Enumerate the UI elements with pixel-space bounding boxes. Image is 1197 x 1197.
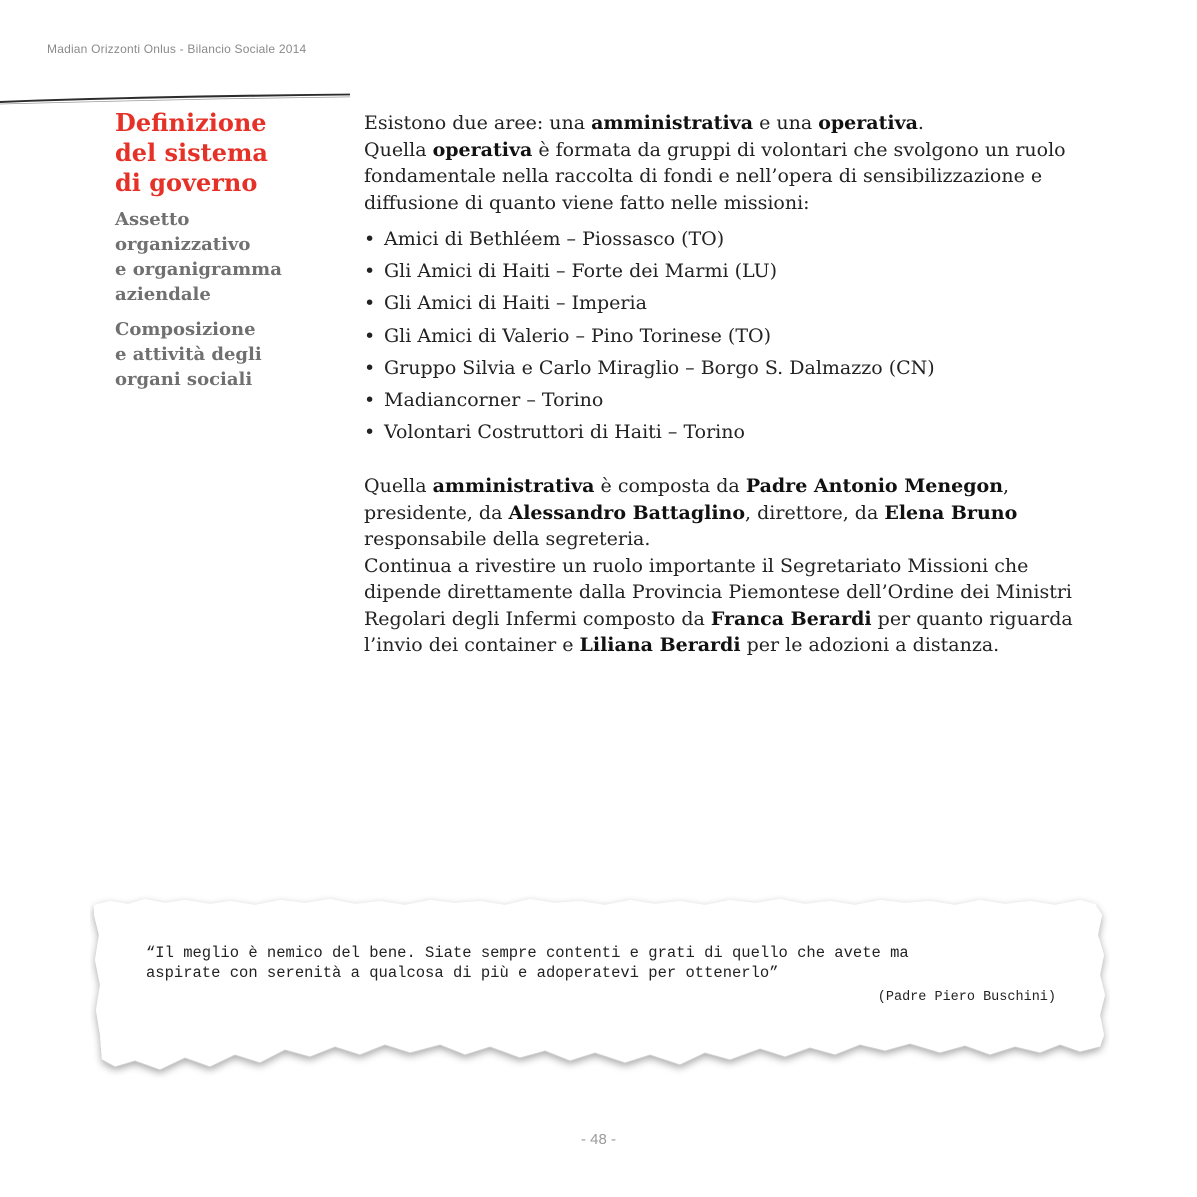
list-item: [364, 255, 1084, 287]
page-number: - 48 -: [580, 1131, 616, 1148]
person-name: Padre Antonio Menegon: [745, 475, 1004, 498]
subtitle-line: Assetto: [115, 209, 190, 230]
running-header: Madian Orizzonti Onlus - Bilancio Sociale 2014: [47, 42, 307, 56]
list-item-text: Volontari Costruttori di Haiti – Torino: [384, 421, 745, 444]
person-name: Liliana Berardi: [579, 634, 741, 657]
admin-paragraph: [364, 473, 1084, 553]
person-name: Alessandro Battaglino: [508, 501, 746, 524]
section-title: [115, 108, 330, 198]
text-run: , presidente, da: [364, 475, 1010, 524]
subtitle-line: e organigramma: [115, 259, 282, 280]
volunteer-groups-list: [364, 223, 1084, 448]
subtitle-line: e attività degli: [115, 344, 262, 365]
subtitle-line: organizzativo: [115, 234, 251, 255]
subtitle-line: organi sociali: [115, 369, 253, 390]
text-run: per quanto riguarda l’invio dei container e: [364, 607, 1073, 657]
list-item-text: Gruppo Silvia e Carlo Miraglio – Borgo S. Dalmazzo (CN): [384, 356, 935, 379]
subtitle-line: Composizione: [115, 319, 256, 340]
section-title-line: Definizione: [115, 108, 267, 137]
bullet: •: [364, 292, 376, 315]
subtitle-composizione: [115, 317, 330, 392]
text-run: e una: [753, 112, 819, 134]
list-item-text: Gli Amici di Valerio – Pino Torinese (TO): [384, 324, 771, 347]
section-title-line: di governo: [115, 168, 258, 197]
list-item: [364, 320, 1084, 352]
quote-line: “Il meglio è nemico del bene. Siate sempre contenti e grati di quello che avete ma: [146, 944, 909, 962]
bold-term: amministrativa: [591, 112, 754, 134]
text-run: Continua a rivestire un ruolo importante il Segretariato Missioni che dipende direttamente dalla Provincia Piemontese dell’Ordine dei Ministri Regolari degli Infermi composto da: [364, 554, 1073, 630]
bold-term: operativa: [818, 112, 918, 134]
sidebar: [115, 108, 330, 392]
header-rule: [0, 86, 352, 106]
text-run: Esistono due aree: una: [364, 112, 592, 134]
list-item: [364, 223, 1084, 255]
list-item: [364, 352, 1084, 384]
intro-paragraph: [364, 110, 1084, 216]
text-run: è composta da: [594, 475, 746, 498]
bullet: •: [364, 324, 376, 347]
subtitle-assetto: [115, 207, 330, 307]
text-run: , direttore, da: [745, 501, 885, 524]
text-run: per le adozioni a distanza.: [740, 634, 1000, 657]
text-run: è formata da gruppi di volontari che svolgono un ruolo fondamentale nella raccolta di fondi e nell’opera di sensibilizzazione e diffusione di quanto viene fatto nelle missioni:: [364, 138, 1066, 214]
bullet: •: [364, 421, 376, 444]
quote-line: aspirate con serenità a qualcosa di più e adoperatevi per ottenerlo”: [146, 964, 779, 982]
list-item-text: Amici di Bethléem – Piossasco (TO): [384, 228, 725, 250]
list-item: [364, 287, 1084, 319]
bullet: •: [364, 228, 376, 250]
subtitle-line: aziendale: [115, 284, 211, 305]
text-run: Quella: [364, 475, 433, 498]
person-name: Elena Bruno: [884, 501, 1018, 524]
bullet: •: [364, 356, 376, 379]
paragraph-spacer: [364, 448, 1084, 473]
list-item-text: Gli Amici di Haiti – Imperia: [384, 292, 647, 315]
list-item: [364, 384, 1084, 416]
section-title-line: del sistema: [115, 138, 268, 167]
bullet: •: [364, 389, 376, 412]
list-item-text: Gli Amici di Haiti – Forte dei Marmi (LU): [384, 260, 778, 283]
list-item-text: Madiancorner – Torino: [384, 389, 604, 412]
text-run: .: [917, 112, 924, 134]
list-item: [364, 416, 1084, 448]
bold-term: operativa: [432, 138, 533, 161]
quote-box: [90, 895, 1110, 1090]
text-run: responsabile della segreteria.: [364, 528, 651, 551]
quote-author: (Padre Piero Buschini): [877, 990, 1056, 1005]
quote-text: [146, 943, 1061, 983]
main-content: [364, 110, 1084, 659]
text-run: Quella: [364, 138, 433, 161]
person-name: Franca Berardi: [710, 607, 872, 630]
bullet: •: [364, 260, 376, 283]
secretariat-paragraph: [364, 553, 1084, 659]
bold-term: amministrativa: [432, 475, 595, 498]
